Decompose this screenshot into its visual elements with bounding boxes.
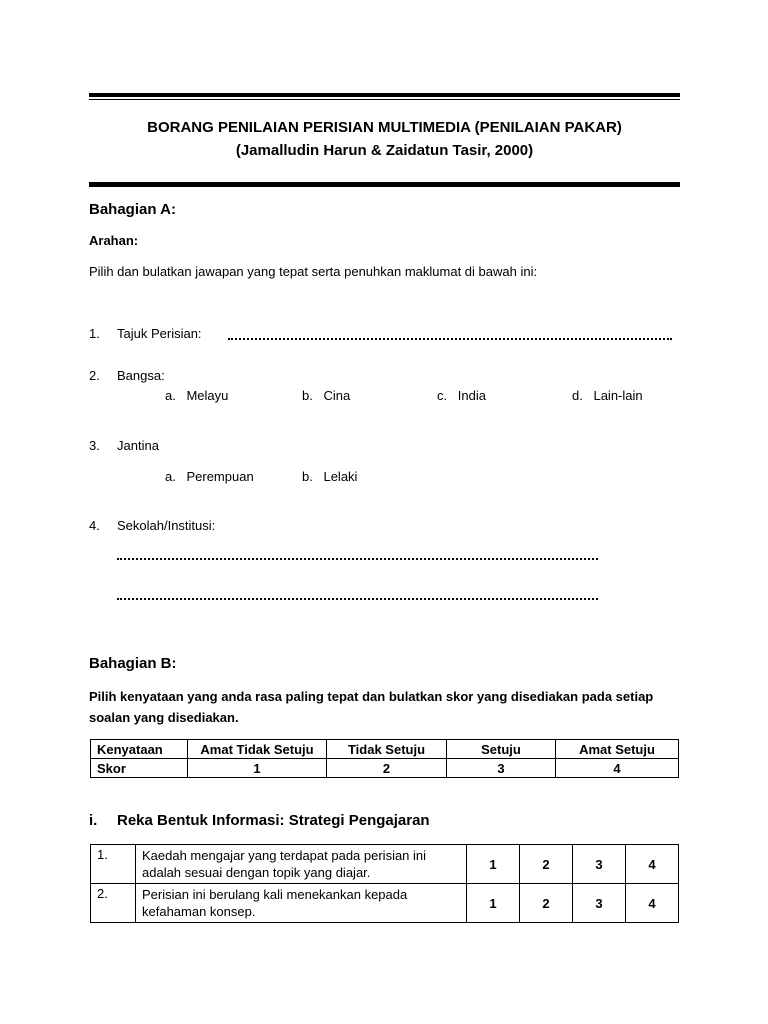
scale-score-row <box>91 759 679 778</box>
q2-number: 2. <box>89 368 100 383</box>
score-option[interactable]: 1 <box>467 884 520 923</box>
item-statement-line: Kaedah mengajar yang terdapat pada perisian ini <box>142 848 427 863</box>
q3-label: Jantina <box>117 438 159 453</box>
q1-answer-line[interactable] <box>228 330 672 340</box>
q1-label: Tajuk Perisian: <box>117 326 202 341</box>
q2-option-d[interactable] <box>572 388 643 403</box>
section-b-heading: Bahagian B: <box>89 655 177 672</box>
score-option[interactable]: 3 <box>573 845 626 884</box>
item-statement-line: kefahaman konsep. <box>142 904 256 919</box>
option-text: Perempuan <box>186 469 254 484</box>
q1-number: 1. <box>89 326 100 341</box>
q4-number: 4. <box>89 518 100 533</box>
scale-header-cell: Setuju <box>447 740 556 759</box>
table-row <box>91 884 679 923</box>
section-a-heading: Bahagian A: <box>89 201 176 218</box>
item-statement <box>136 884 467 923</box>
option-text: India <box>457 388 486 403</box>
item-statement-line: adalah sesuai dengan topik yang diajar. <box>142 865 371 880</box>
scale-score-cell: 2 <box>327 759 447 778</box>
scale-header-cell: Kenyataan <box>91 740 188 759</box>
option-letter: c. <box>437 388 448 403</box>
table-row <box>91 845 679 884</box>
item-statement-line: Perisian ini berulang kali menekankan kepada <box>142 887 408 902</box>
form-citation: (Jamalludin Harun & Zaidatun Tasir, 2000) <box>235 142 534 159</box>
item-number: 2. <box>91 884 136 923</box>
form-title: BORANG PENILAIAN PERISIAN MULTIMEDIA (PENILAIAN PAKAR) <box>147 119 622 136</box>
scale-score-cell: Skor <box>91 759 188 778</box>
part-i-number: i. <box>89 812 98 829</box>
scale-score-cell: 1 <box>188 759 327 778</box>
top-thin-rule <box>89 99 680 100</box>
q2-option-a[interactable] <box>165 388 228 403</box>
part-i-items-table <box>90 844 679 923</box>
top-thick-rule <box>89 93 680 97</box>
option-text: Lelaki <box>323 469 358 484</box>
option-letter: a. <box>165 388 176 403</box>
item-statement <box>136 845 467 884</box>
section-a-instruction: Pilih dan bulatkan jawapan yang tepat serta penuhkan maklumat di bawah ini: <box>89 264 538 279</box>
q3-option-b[interactable] <box>302 469 357 484</box>
score-option[interactable]: 2 <box>520 884 573 923</box>
score-option[interactable]: 3 <box>573 884 626 923</box>
header-bottom-rule <box>89 182 680 187</box>
q4-answer-line-2[interactable] <box>117 590 598 600</box>
q3-option-a[interactable] <box>165 469 254 484</box>
q4-answer-line-1[interactable] <box>117 550 598 560</box>
scale-header-cell: Amat Tidak Setuju <box>188 740 327 759</box>
option-letter: b. <box>302 469 313 484</box>
scale-header-cell: Amat Setuju <box>556 740 679 759</box>
scale-score-cell: 4 <box>556 759 679 778</box>
q2-label: Bangsa: <box>117 368 165 383</box>
option-text: Melayu <box>186 388 229 403</box>
option-text: Lain-lain <box>593 388 643 403</box>
q3-number: 3. <box>89 438 100 453</box>
scale-header-cell: Tidak Setuju <box>327 740 447 759</box>
option-letter: b. <box>302 388 313 403</box>
score-option[interactable]: 4 <box>626 884 679 923</box>
section-b-instruction-line1: Pilih kenyataan yang anda rasa paling tepat dan bulatkan skor yang disediakan pada setiap <box>89 689 654 704</box>
q4-label: Sekolah/Institusi: <box>117 518 216 533</box>
item-number: 1. <box>91 845 136 884</box>
score-scale-table <box>90 739 679 778</box>
q2-option-b[interactable] <box>302 388 350 403</box>
instruction-label: Arahan: <box>89 233 139 248</box>
score-option[interactable]: 4 <box>626 845 679 884</box>
scale-header-row <box>91 740 679 759</box>
score-option[interactable]: 1 <box>467 845 520 884</box>
section-b-instruction-line2: soalan yang disediakan. <box>89 710 239 725</box>
q2-option-c[interactable] <box>437 388 486 403</box>
scale-score-cell: 3 <box>447 759 556 778</box>
part-i-heading: Reka Bentuk Informasi: Strategi Pengajaran <box>117 812 430 829</box>
option-letter: a. <box>165 469 176 484</box>
option-letter: d. <box>572 388 583 403</box>
score-option[interactable]: 2 <box>520 845 573 884</box>
option-text: Cina <box>323 388 351 403</box>
